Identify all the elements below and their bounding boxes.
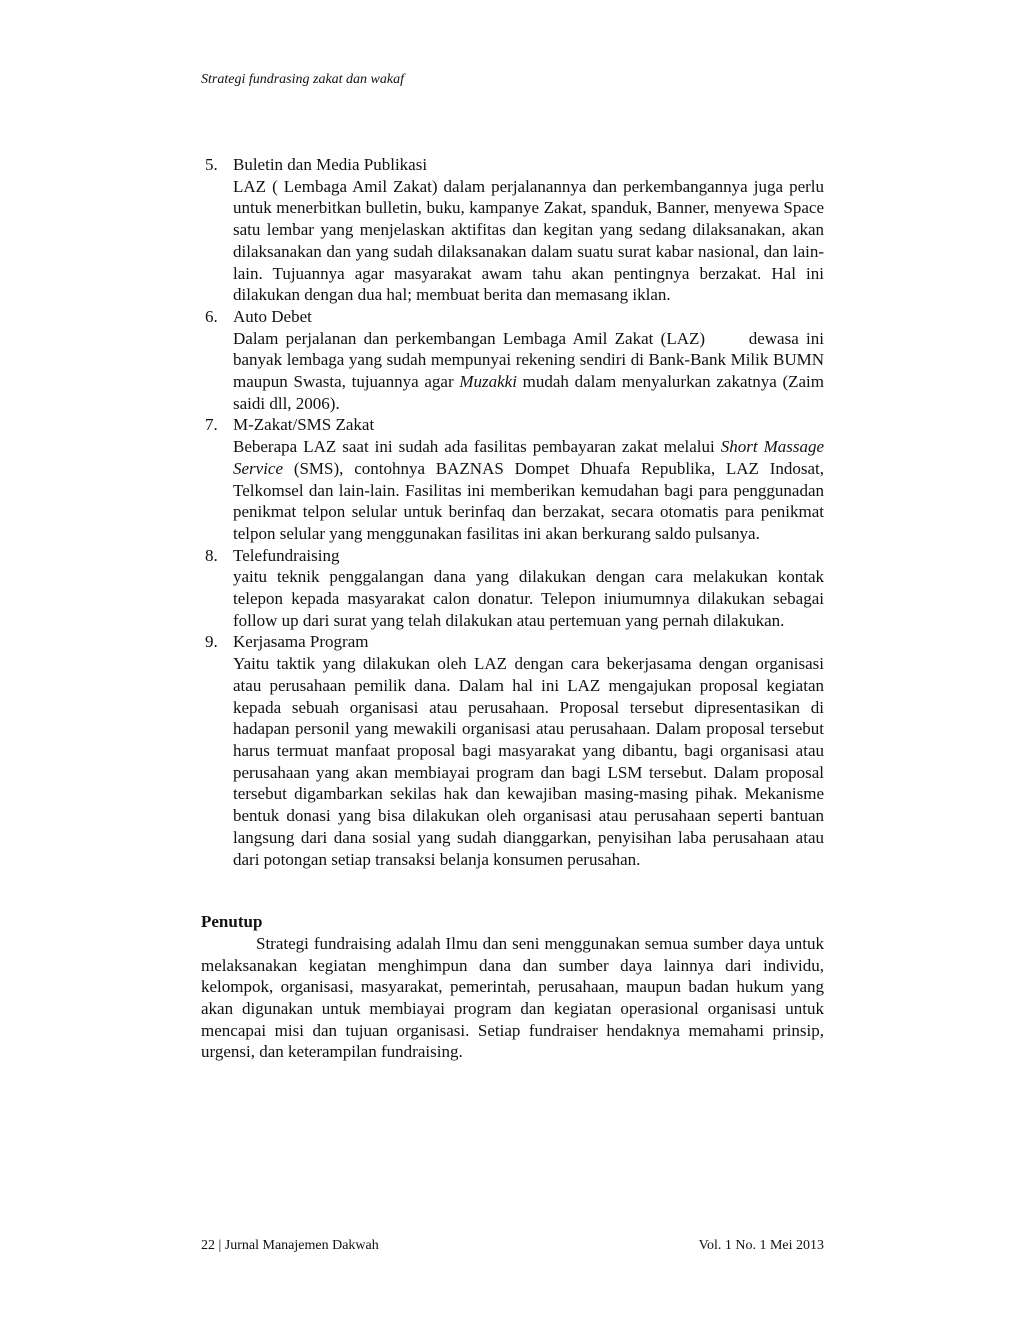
footer-volume-issue: Vol. 1 No. 1 Mei 2013 bbox=[698, 1238, 824, 1253]
body-text: (SMS), contohnya BAZNAS Dompet Dhuafa Republika, LAZ Indosat, Telkomsel dan lain-lain. Fasilitas ini memberikan kemudahan bagi para penggunadan penikmat telpon selular untuk berinfaq dan berzakat, secara otomatis para penikmat telpon selular yang menggunakan fasilitas ini akan berkurang saldo pulsanya. bbox=[233, 458, 824, 543]
list-item-title: M-Zakat/SMS Zakat bbox=[233, 415, 375, 435]
list-item-number: 6. bbox=[205, 306, 218, 326]
list-item-title: Kerjasama Program bbox=[233, 632, 369, 652]
list-item-title: Buletin dan Media Publikasi bbox=[233, 155, 428, 174]
list-item-number: 8. bbox=[205, 545, 218, 565]
list-item bbox=[201, 545, 824, 632]
running-header: Strategi fundrasing zakat dan wakaf bbox=[201, 72, 404, 87]
section-heading-penutup: Penutup bbox=[201, 912, 263, 932]
body-text: Dalam perjalanan dan perkembangan Lembaga Amil Zakat (LAZ) dewasa ini banyak lembaga yang sudah mempunyai rekening sendiri di Bank-Bank Milik BUMN maupun Swasta, tujuannya agar bbox=[233, 328, 829, 392]
list-item bbox=[201, 631, 824, 870]
list-item-body bbox=[233, 436, 824, 545]
fundraising-methods-list bbox=[201, 154, 829, 870]
body-text: mudah dalam menyalurkan zakatnya (Zaim saidi dll, 2006). bbox=[233, 372, 825, 413]
list-item-number: 7. bbox=[205, 415, 218, 435]
emphasized-term: Muzakki bbox=[459, 372, 517, 392]
list-item-title: Telefundraising bbox=[233, 545, 340, 565]
list-item bbox=[201, 154, 824, 306]
section-paragraph: Strategi fundraising adalah Ilmu dan seni menggunakan semua sumber daya untuk melaksanakan kegiatan menghimpun dana dan sumber daya lainnya dari individu, kelompok, organisasi, masyarakat, pemerintah, perusahaan, maupun badan hukum yang akan digunakan untuk membiayai program dan kegiatan operasional organisasi untuk mencapai misi dan tujuan organisasi. Setiap fundraiser hendaknya memahami prinsip, urgensi, dan keterampilan fundraising. bbox=[201, 933, 824, 1062]
list-item-body: yaitu teknik penggalangan dana yang dilakukan dengan cara melakukan kontak telepon kepada masyarakat calon donatur. Telepon iniumumnya dilakukan sebagai follow up dari surat yang telah dilakukan atau pertemuan yang pernah dilakukan. bbox=[233, 567, 824, 630]
list-item bbox=[201, 414, 824, 544]
list-item-title: Auto Debet bbox=[233, 306, 312, 326]
emphasized-term: Short Massage Service bbox=[233, 437, 825, 478]
list-item-body bbox=[233, 328, 829, 415]
body-text: Beberapa LAZ saat ini sudah ada fasilitas pembayaran zakat melalui bbox=[233, 437, 721, 457]
list-item-body: Yaitu taktik yang dilakukan oleh LAZ dengan cara bekerjasama dengan organisasi atau perusahaan pemilik dana. Dalam hal ini LAZ mengajukan proposal kegiatan kepada sebuah organisasi atau perusahaan. Proposal tersebut dipresentasikan di hadapan personil yang mewakili organisasi atau perusahaan. Dalam proposal tersebut harus termuat manfaat proposal bagi masyarakat yang dibantu, bagi organisasi atau perusahaan yang akan membiayai program dan bagi LSM tersebut. Dalam proposal tersebut digambarkan sekilas hak dan kewajiban masing-masing pihak. Mekanisme bentuk donasi yang bisa dilakukan oleh organisasi atau perusahaan seperti bantuan langsung dari dana sosial yang sudah dianggarkan, penyisihan laba perusahaan atau dari potongan setiap transaksi belanja konsumen perusahan. bbox=[233, 654, 824, 869]
list-item-body: LAZ ( Lembaga Amil Zakat) dalam perjalanannya dan perkembangannya juga perlu untuk menerbitkan bulletin, buku, kampanye Zakat, spanduk, Banner, menyewa Space satu lembar yang menjelaskan aktifitas dan kegitan yang sedang dilaksanakan, akan dilaksanakan dan yang sudah dilaksanakan dalam suatu surat kabar nasional, dan lain-lain. Tujuannya agar masyarakat awam tahu akan pentingnya berzakat. Hal ini dilakukan dengan dua hal; membuat berita dan memasang iklan. bbox=[233, 176, 824, 305]
article-body bbox=[201, 154, 829, 1063]
footer-page-journal: 22 | Jurnal Manajemen Dakwah bbox=[201, 1238, 379, 1253]
page-footer bbox=[201, 1236, 824, 1256]
list-item bbox=[201, 306, 829, 415]
list-item-number: 9. bbox=[205, 632, 218, 652]
list-item-number: 5. bbox=[205, 155, 218, 174]
